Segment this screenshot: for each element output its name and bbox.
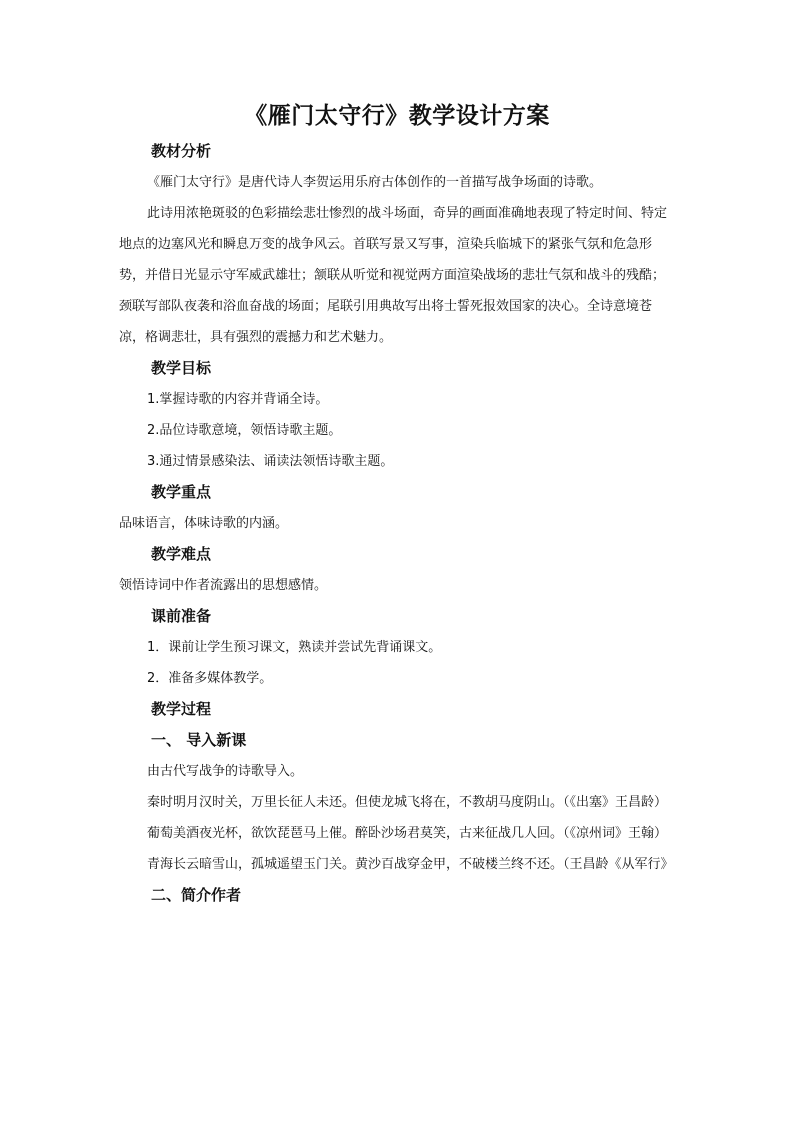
poem-quote: 葡萄美酒夜光杯，欲饮琵琶马上催。醉卧沙场君莫笑，古来征战几人回。（《凉州词》王翰） [147, 826, 668, 841]
preparation-item: 1．课前让学生预习课文，熟读并尝试先背诵课文。 [147, 640, 442, 655]
section-heading-process: 教学过程 [151, 700, 212, 718]
section-heading-key-points: 教学重点 [151, 483, 212, 501]
paragraph-material-intro: 《雁门太守行》是唐代诗人李贺运用乐府古体创作的一首描写战争场面的诗歌。 [147, 175, 603, 190]
poem-quote: 青海长云暗雪山，孤城遥望玉门关。黄沙百战穿金甲，不破楼兰终不还。（王昌龄《从军行》 [147, 857, 674, 872]
intro-text: 由古代写战争的诗歌导入。 [147, 764, 304, 779]
document-title: 《雁门太守行》教学设计方案 [244, 102, 550, 129]
section-heading-goals: 教学目标 [151, 359, 212, 377]
document-body [119, 136, 675, 911]
goal-item: 3.通过情景感染法、诵读法领悟诗歌主题。 [147, 454, 394, 469]
paragraph-material-analysis: 此诗用浓艳斑驳的色彩描绘悲壮惨烈的战斗场面，奇异的画面准确地表现了特定时间、特定地点的边塞风光和瞬息万变的战争风云。首联写景又写事，渲染兵临城下的紧张气氛和危急形势，并借日光显示守军威武雄壮；颔联从听觉和视觉两方面渲染战场的悲壮气氛和战斗的残酷；颈联写部队夜袭和浴血奋战的场面；尾联引用典故写出将士誓死报效国家的决心。全诗意境苍凉，格调悲壮，具有强烈的震撼力和艺术魅力。 [119, 206, 668, 345]
goal-item: 2.品位诗歌意境，领悟诗歌主题。 [147, 423, 342, 438]
difficulties-text: 领悟诗词中作者流露出的思想感情。 [119, 578, 328, 593]
preparation-item: 2．准备多媒体教学。 [147, 671, 273, 686]
key-points-text: 品味语言，体味诗歌的内涵。 [119, 516, 289, 531]
goal-item: 1.掌握诗歌的内容并背诵全诗。 [147, 392, 329, 407]
section-heading-difficulties: 教学难点 [151, 545, 212, 563]
subsection-heading-intro-lesson: 一、 导入新课 [151, 731, 247, 749]
section-heading-material-analysis: 教材分析 [151, 142, 212, 160]
poem-quote: 秦时明月汉时关，万里长征人未还。但使龙城飞将在，不教胡马度阴山。（《出塞》王昌龄） [147, 795, 668, 810]
subsection-heading-author: 二、简介作者 [151, 886, 242, 904]
section-heading-preparation: 课前准备 [151, 607, 212, 625]
